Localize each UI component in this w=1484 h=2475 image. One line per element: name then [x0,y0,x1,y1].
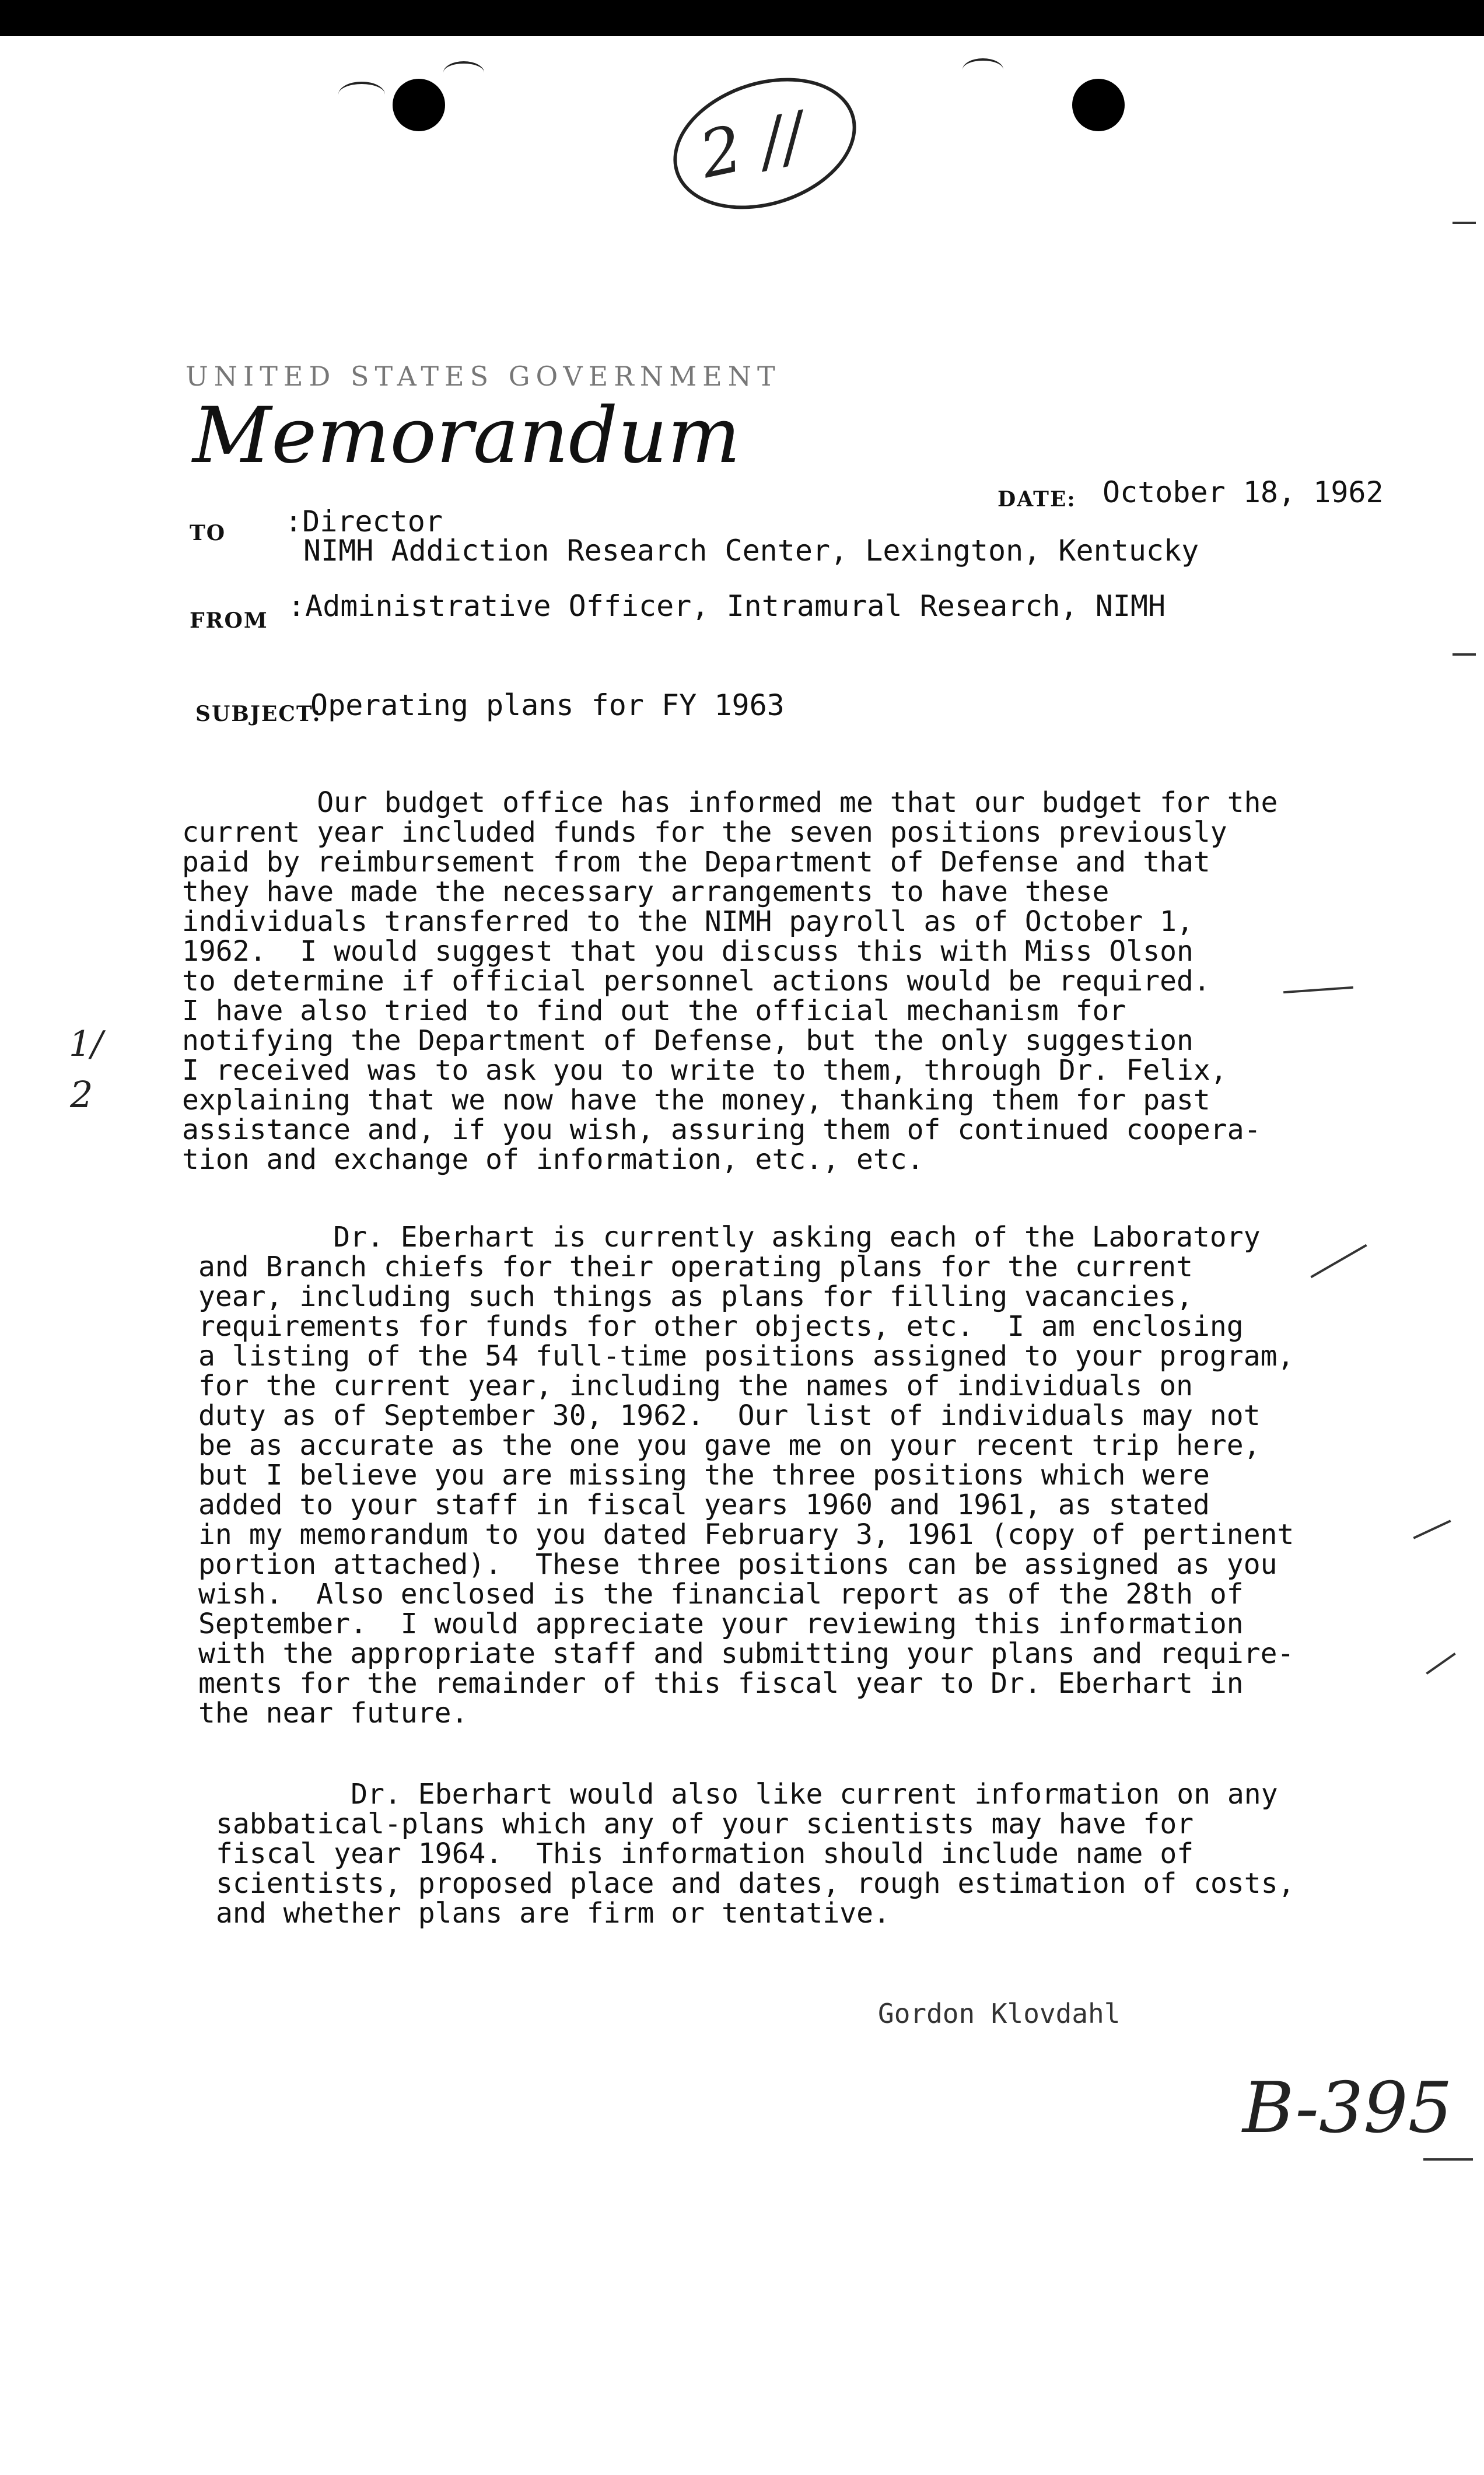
document-code: B-395 [1242,2068,1452,2149]
text-line: the near future. [198,1697,468,1730]
margin-dash [1423,2158,1473,2161]
signature-name: Gordon Klovdahl [878,1998,1121,2029]
text-line: wish. Also enclosed is the financial report as of the 28th of [198,1578,1244,1611]
memorandum-title: Memorandum [192,391,741,481]
text-line: duty as of September 30, 1962. Our list of individuals may not [198,1399,1261,1432]
scan-top-border [0,0,1484,36]
handwritten-tick [1426,1653,1455,1675]
text-line: year, including such things as plans for filling vacancies, [198,1280,1194,1313]
to-recipient: :Director [285,505,443,538]
body-paragraph-2 [198,1193,1294,1758]
handwritten-tick [1310,1244,1367,1278]
handwritten-underline [1283,986,1353,993]
text-line: scientists, proposed place and dates, rough estimation of costs, [216,1867,1295,1900]
text-line: with the appropriate staff and submitting your plans and require- [198,1637,1294,1670]
text-line: September. I would appreciate your reviewing this information [198,1608,1244,1640]
text-line: notifying the Department of Defense, but the only suggestion [182,1024,1194,1057]
text-line: paid by reimbursement from the Department of Defense and that [182,846,1210,878]
margin-mark-2: 2 [70,1073,93,1116]
hole-arc-mark [963,58,1003,81]
text-line: to determine if official personnel actions would be required. [182,965,1210,997]
text-line: be as accurate as the one you gave me on your recent trip here, [198,1429,1261,1462]
text-line: a listing of the 54 full-time positions assigned to your program, [198,1340,1294,1373]
punch-hole-left [393,79,445,131]
to-label: TO [190,521,226,545]
text-line: Our budget office has informed me that our budget for the [182,786,1278,819]
text-line: assistance and, if you wish, assuring them of continued coopera- [182,1114,1261,1146]
text-line: requirements for funds for other objects, etc. I am enclosing [198,1310,1244,1343]
text-line: I received was to ask you to write to them, through Dr. Felix, [182,1054,1227,1087]
body-paragraph-3 [216,1750,1295,1958]
margin-dash [1452,653,1476,656]
hole-arc-mark [338,82,385,107]
hole-arc-mark [443,61,484,84]
text-line: Dr. Eberhart would also like current information on any [216,1778,1278,1811]
stamp-number: 2 // [693,97,811,193]
text-line: explaining that we now have the money, thanking them for past [182,1084,1210,1116]
text-line: 1962. I would suggest that you discuss this with Miss Olson [182,935,1194,968]
subject-label: SUBJECT: [195,702,321,726]
body-paragraph-1 [182,758,1278,1205]
subject-value: Operating plans for FY 1963 [310,688,785,722]
text-line: and whether plans are firm or tentative. [216,1897,890,1930]
text-line: fiscal year 1964. This information should include name of [216,1837,1194,1870]
government-heading: UNITED STATES GOVERNMENT [186,360,781,392]
margin-mark-1: 1/ [69,1024,103,1065]
to-recipient-address: NIMH Addiction Research Center, Lexington, Kentucky [303,534,1199,568]
text-line: added to your staff in fiscal years 1960 and 1961, as stated [198,1489,1210,1521]
from-value: :Administrative Officer, Intramural Research, NIMH [288,589,1166,623]
handwritten-tick [1413,1520,1451,1539]
text-line: in my memorandum to you dated February 3, 1961 (copy of pertinent [198,1518,1294,1551]
text-line: they have made the necessary arrangements to have these [182,876,1110,908]
text-line: Dr. Eberhart is currently asking each of the Laboratory [198,1221,1261,1254]
text-line: ments for the remainder of this fiscal year to Dr. Eberhart in [198,1667,1244,1700]
punch-hole-right [1072,79,1125,131]
text-line: for the current year, including the names of individuals on [198,1370,1194,1402]
text-line: tion and exchange of information, etc., etc. [182,1143,924,1176]
margin-dash [1452,222,1476,224]
text-line: sabbatical-plans which any of your scientists may have for [216,1808,1194,1840]
text-line: but I believe you are missing the three positions which were [198,1459,1210,1492]
text-line: I have also tried to find out the official mechanism for [182,995,1126,1027]
date-value: October 18, 1962 [1102,475,1384,509]
date-label: DATE: [998,487,1076,512]
text-line: portion attached). These three positions can be assigned as you [198,1548,1278,1581]
text-line: individuals transferred to the NIMH payroll as of October 1, [182,905,1194,938]
text-line: current year included funds for the seven positions previously [182,816,1227,849]
from-label: FROM [190,608,268,633]
text-line: and Branch chiefs for their operating plans for the current [198,1251,1194,1283]
